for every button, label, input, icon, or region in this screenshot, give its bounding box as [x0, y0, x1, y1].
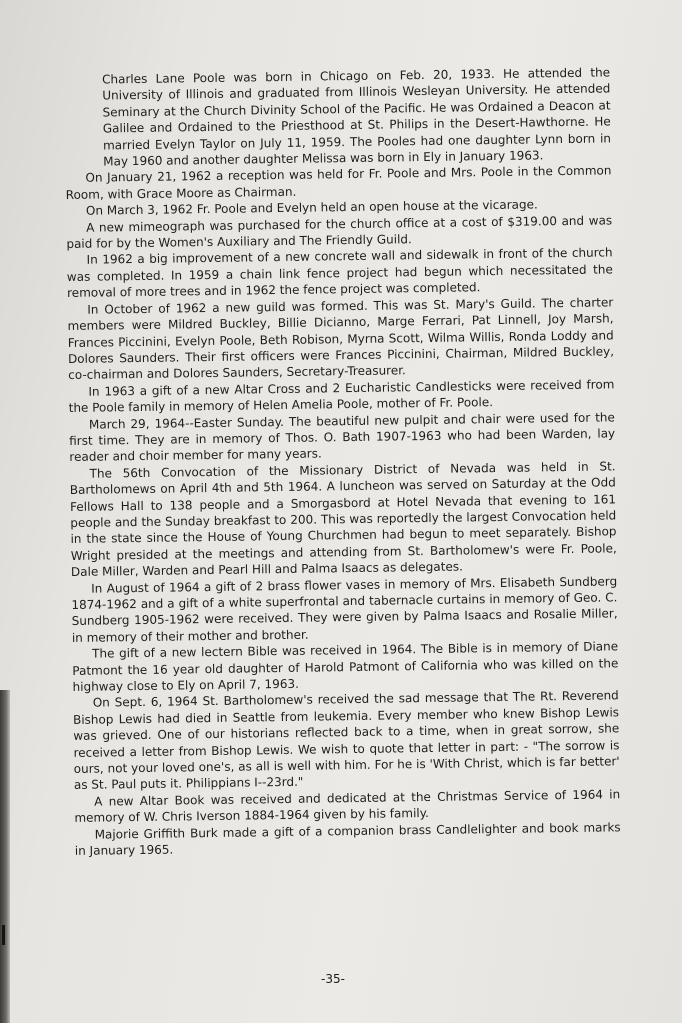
- paragraph: In August of 1964 a gift of 2 brass flower vases in memory of Mrs. Elisabeth Sundberg 1874-1962 and a gift of a white superfrontal and tabernacle curtains in memory of Geo. C. Sundberg 1905-1962 were received. They were given by Palma Isaacs and Rosalie Miller, in memory of their mother and brother.: [71, 573, 618, 645]
- paragraph: The 56th Convocation of the Missionary District of Nevada was held in St. Bartholomews on April 4th and 5th 1964. A luncheon was served on Saturday at the Odd Fellows Hall to 138 people and a Smorgasbord at Hotel Nevada that evening to 161 people and the Sunday breakfast to 200. This was reportedly the largest Convocation held in the state since the House of Young Churchmen had begun to meet separately. Bishop Wright presided at the meetings and attending from St. Bartholomew's were Fr. Poole, Dale Miller, Warden and Pearl Hill and Palma Isaacs as delegates.: [69, 459, 617, 580]
- paragraph: A new mimeograph was purchased for the church office at a cost of $319.00 and was paid for by the Women's Auxiliary and The Friendly Guild.: [66, 213, 613, 252]
- paragraph: On Sept. 6, 1964 St. Bartholomew's received the sad message that The Rt. Reverend Bishop Lewis had died in Seattle from leukemia. Every member who knew Bishop Lewis was grieved. One of our historians reflected back to a time, when in great sorrow, she received a letter from Bishop Lewis. We wish to quote that letter in part: - "The sorrow is ours, not your loved one's, as all is well with him. For he is 'With Christ, which is far better' as St. Paul puts it. Philippians I--23rd.": [72, 688, 620, 793]
- paragraph: The gift of a new lectern Bible was received in 1964. The Bible is in memory of Diane Patmont the 16 year old daughter of Harold Patmont of California who was killed on the highway close to Ely on April 7, 1963.: [72, 639, 619, 694]
- paragraph: Charles Lane Poole was born in Chicago on Feb. 20, 1933. He attended the University of Illinois and graduated from Illinois Wesleyan University. He attended Seminary at the Church Divinity School of the Pacific. He was Ordained a Deacon at Galilee and Ordained to the Priesthood at St. Philips in the Desert-Hawthorne. He married Evelyn Taylor on July 11, 1959. The Pooles had one daughter Lynn born in May 1960 and another daughter Melissa was born in Ely in January 1963.: [102, 65, 612, 169]
- paragraph: A new Altar Book was received and dedicated at the Christmas Service of 1964 in memory of W. Chris Iverson 1884-1964 given by his family.: [74, 787, 621, 826]
- paragraph: In October of 1962 a new guild was formed. This was St. Mary's Guild. The charter members were Mildred Buckley, Billie Dicianno, Marge Ferrari, Pat Linnell, Joy Marsh, Frances Piccinini, Evelyn Poole, Beth Robison, Myrna Scott, Wilma Willis, Ronda Loddy and Dolores Saunders. Their first officers were Frances Piccinini, Chairman, Mildred Buckley, co-chairman and Dolores Saunders, Secretary-Treasurer.: [67, 295, 615, 383]
- paragraph: On January 21, 1962 a reception was held for Fr. Poole and Mrs. Poole in the Common Room, with Grace Moore as Chairman.: [65, 163, 612, 202]
- paragraph: March 29, 1964--Easter Sunday. The beautiful new pulpit and chair were used for the first time. They are in memory of Thos. O. Bath 1907-1963 who had been Warden, lay reader and choir member for many years.: [69, 409, 616, 465]
- paragraph: In 1963 a gift of a new Altar Cross and 2 Eucharistic Candlesticks were received from the Poole family in memory of Helen Amelia Poole, mother of Fr. Poole.: [68, 377, 615, 416]
- binding-edge: [0, 690, 10, 1023]
- paragraph: Majorie Griffith Burk made a gift of a companion brass Candlelighter and book marks in January 1965.: [74, 819, 621, 859]
- binding-mark: [2, 925, 5, 945]
- page-number: -35-: [321, 972, 345, 986]
- body-text: [64, 64, 621, 859]
- paragraph: In 1962 a big improvement of a new concrete wall and sidewalk in front of the church was completed. In 1959 a chain link fence project had begun which necessitated the removal of more trees and in 1962 the fence project was completed.: [66, 245, 613, 301]
- paragraph: On March 3, 1962 Fr. Poole and Evelyn held an open house at the vicarage.: [85, 197, 538, 218]
